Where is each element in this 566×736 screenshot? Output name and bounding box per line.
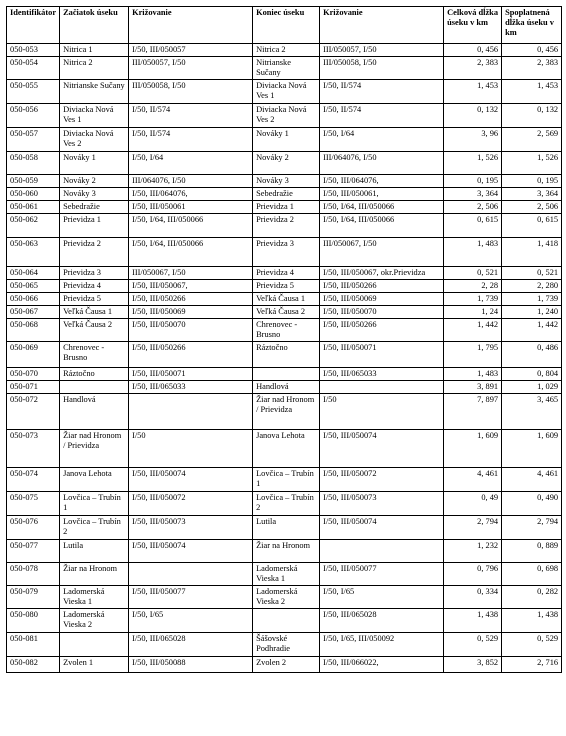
cell-identifier: 050-059: [7, 175, 60, 188]
table-row: [7, 430, 562, 468]
cell-section-start: Nitrica 2: [60, 57, 129, 80]
cell-section-start: Prievidza 4: [60, 280, 129, 293]
cell-identifier: 050-080: [7, 609, 60, 633]
cell-end-crossing: I/50, I/64: [320, 128, 444, 152]
header-start-crossing: Križovanie: [129, 7, 253, 44]
cell-identifier: 050-057: [7, 128, 60, 152]
table-row: [7, 563, 562, 586]
table-row: [7, 468, 562, 492]
table-row: [7, 57, 562, 80]
cell-start-crossing: I/50, III/050061: [129, 201, 253, 214]
cell-section-start: [60, 633, 129, 657]
cell-section-end: Šášovské Podhradie: [253, 633, 320, 657]
cell-identifier: 050-053: [7, 44, 60, 57]
cell-total-length: 2, 383: [444, 57, 502, 80]
cell-start-crossing: I/50, III/050088: [129, 657, 253, 673]
cell-start-crossing: I/50, III/050072: [129, 492, 253, 516]
cell-section-start: Nitrica 1: [60, 44, 129, 57]
cell-total-length: 1, 795: [444, 342, 502, 368]
cell-identifier: 050-082: [7, 657, 60, 673]
table-row: [7, 319, 562, 342]
table-row: [7, 152, 562, 175]
cell-section-end: Sebedražie: [253, 188, 320, 201]
cell-identifier: 050-065: [7, 280, 60, 293]
cell-section-end: Lovčica – Trubín 2: [253, 492, 320, 516]
cell-total-length: 0, 334: [444, 586, 502, 609]
cell-identifier: 050-081: [7, 633, 60, 657]
cell-section-start: Ráztočno: [60, 368, 129, 381]
cell-section-end: Zvolen 2: [253, 657, 320, 673]
cell-tolled-length: 0, 521: [502, 267, 562, 280]
table-row: [7, 188, 562, 201]
cell-section-end: Diviacka Nová Ves 1: [253, 80, 320, 104]
cell-end-crossing: III/064076, I/50: [320, 152, 444, 175]
cell-tolled-length: 0, 804: [502, 368, 562, 381]
cell-section-end: Diviacka Nová Ves 2: [253, 104, 320, 128]
cell-end-crossing: I/50, III/050069: [320, 293, 444, 306]
cell-tolled-length: 0, 529: [502, 633, 562, 657]
cell-start-crossing: III/050058, I/50: [129, 80, 253, 104]
cell-identifier: 050-067: [7, 306, 60, 319]
cell-identifier: 050-071: [7, 381, 60, 394]
cell-identifier: 050-078: [7, 563, 60, 586]
table-row: [7, 381, 562, 394]
cell-section-end: Ladomerská Vieska 2: [253, 586, 320, 609]
cell-section-start: Janova Lehota: [60, 468, 129, 492]
cell-identifier: 050-061: [7, 201, 60, 214]
cell-section-start: Ladomerská Vieska 2: [60, 609, 129, 633]
cell-end-crossing: [320, 540, 444, 563]
cell-identifier: 050-079: [7, 586, 60, 609]
cell-end-crossing: I/50, III/050070: [320, 306, 444, 319]
cell-total-length: 3, 364: [444, 188, 502, 201]
table-row: [7, 293, 562, 306]
cell-section-end: Nováky 1: [253, 128, 320, 152]
cell-section-end: Prievidza 4: [253, 267, 320, 280]
cell-section-start: Ladomerská Vieska 1: [60, 586, 129, 609]
cell-section-end: Veľká Čausa 1: [253, 293, 320, 306]
cell-section-start: Nováky 3: [60, 188, 129, 201]
cell-section-start: Žiar na Hronom: [60, 563, 129, 586]
cell-tolled-length: 2, 794: [502, 516, 562, 540]
cell-tolled-length: 1, 418: [502, 238, 562, 267]
cell-section-start: Lovčica – Trubín 2: [60, 516, 129, 540]
cell-end-crossing: [320, 381, 444, 394]
cell-end-crossing: I/50, III/050266: [320, 280, 444, 293]
cell-section-end: Handlová: [253, 381, 320, 394]
cell-section-start: Sebedražie: [60, 201, 129, 214]
cell-end-crossing: I/50, III/066022,: [320, 657, 444, 673]
cell-tolled-length: 0, 486: [502, 342, 562, 368]
table-row: [7, 175, 562, 188]
cell-end-crossing: I/50, I/65, III/050092: [320, 633, 444, 657]
cell-end-crossing: I/50, I/64, III/050066: [320, 201, 444, 214]
cell-start-crossing: I/50, III/050266: [129, 293, 253, 306]
cell-section-start: Prievidza 3: [60, 267, 129, 280]
cell-total-length: 0, 521: [444, 267, 502, 280]
cell-section-start: Nitrianske Sučany: [60, 80, 129, 104]
cell-identifier: 050-055: [7, 80, 60, 104]
cell-tolled-length: 3, 465: [502, 394, 562, 430]
cell-section-end: Lutila: [253, 516, 320, 540]
cell-section-end: Prievidza 3: [253, 238, 320, 267]
cell-identifier: 050-056: [7, 104, 60, 128]
cell-total-length: 7, 897: [444, 394, 502, 430]
cell-end-crossing: I/50, III/050074: [320, 430, 444, 468]
cell-total-length: 2, 506: [444, 201, 502, 214]
cell-tolled-length: 2, 280: [502, 280, 562, 293]
cell-start-crossing: I/50, III/050074: [129, 540, 253, 563]
table-row: [7, 394, 562, 430]
cell-end-crossing: I/50, II/574: [320, 104, 444, 128]
cell-identifier: 050-074: [7, 468, 60, 492]
cell-end-crossing: I/50, I/65: [320, 586, 444, 609]
cell-tolled-length: 3, 364: [502, 188, 562, 201]
table-row: [7, 280, 562, 293]
cell-end-crossing: I/50, III/050071: [320, 342, 444, 368]
table-body: [7, 44, 562, 673]
table-row: [7, 80, 562, 104]
cell-total-length: 3, 96: [444, 128, 502, 152]
cell-identifier: 050-068: [7, 319, 60, 342]
cell-start-crossing: I/50, III/050071: [129, 368, 253, 381]
cell-section-start: Diviacka Nová Ves 1: [60, 104, 129, 128]
cell-tolled-length: 1, 453: [502, 80, 562, 104]
cell-start-crossing: I/50, III/050057: [129, 44, 253, 57]
cell-start-crossing: I/50, II/574: [129, 128, 253, 152]
cell-section-start: Prievidza 1: [60, 214, 129, 238]
header-tolled-length: Spoplatnená dĺžka úseku v km: [502, 7, 562, 44]
cell-end-crossing: I/50, III/065028: [320, 609, 444, 633]
cell-tolled-length: 0, 490: [502, 492, 562, 516]
cell-start-crossing: I/50, III/050070: [129, 319, 253, 342]
cell-start-crossing: I/50, III/050073: [129, 516, 253, 540]
cell-section-start: Prievidza 2: [60, 238, 129, 267]
cell-tolled-length: 1, 442: [502, 319, 562, 342]
cell-tolled-length: 0, 456: [502, 44, 562, 57]
cell-total-length: 1, 442: [444, 319, 502, 342]
cell-tolled-length: 1, 609: [502, 430, 562, 468]
cell-total-length: 0, 615: [444, 214, 502, 238]
cell-total-length: 0, 132: [444, 104, 502, 128]
cell-section-end: Prievidza 5: [253, 280, 320, 293]
cell-section-end: Lovčica – Trubín 1: [253, 468, 320, 492]
cell-section-start: Chrenovec - Brusno: [60, 342, 129, 368]
cell-tolled-length: 1, 240: [502, 306, 562, 319]
table-row: [7, 306, 562, 319]
cell-tolled-length: 0, 889: [502, 540, 562, 563]
cell-identifier: 050-064: [7, 267, 60, 280]
cell-total-length: 1, 609: [444, 430, 502, 468]
cell-section-end: Ladomerská Vieska 1: [253, 563, 320, 586]
cell-end-crossing: I/50, III/050072: [320, 468, 444, 492]
cell-identifier: 050-070: [7, 368, 60, 381]
cell-end-crossing: I/50, III/050061,: [320, 188, 444, 201]
cell-identifier: 050-077: [7, 540, 60, 563]
table-row: [7, 104, 562, 128]
cell-start-crossing: I/50, I/64, III/050066: [129, 238, 253, 267]
cell-tolled-length: 2, 506: [502, 201, 562, 214]
cell-section-end: Chrenovec - Brusno: [253, 319, 320, 342]
cell-start-crossing: III/050057, I/50: [129, 57, 253, 80]
cell-tolled-length: 2, 383: [502, 57, 562, 80]
cell-total-length: 0, 49: [444, 492, 502, 516]
cell-end-crossing: III/050067, I/50: [320, 238, 444, 267]
table-row: [7, 492, 562, 516]
cell-section-end: Nitrianske Sučany: [253, 57, 320, 80]
cell-tolled-length: 0, 282: [502, 586, 562, 609]
cell-identifier: 050-072: [7, 394, 60, 430]
cell-end-crossing: I/50, III/050073: [320, 492, 444, 516]
cell-tolled-length: 1, 739: [502, 293, 562, 306]
cell-start-crossing: III/064076, I/50: [129, 175, 253, 188]
cell-section-start: Prievidza 5: [60, 293, 129, 306]
table-row: [7, 368, 562, 381]
cell-end-crossing: I/50, II/574: [320, 80, 444, 104]
cell-total-length: 1, 483: [444, 238, 502, 267]
cell-section-start: Handlová: [60, 394, 129, 430]
cell-identifier: 050-058: [7, 152, 60, 175]
cell-section-end: [253, 609, 320, 633]
cell-section-end: Prievidza 1: [253, 201, 320, 214]
cell-section-end: Nováky 2: [253, 152, 320, 175]
cell-start-crossing: I/50, II/574: [129, 104, 253, 128]
cell-section-end: Veľká Čausa 2: [253, 306, 320, 319]
header-identifier: Identifikátor: [7, 7, 60, 44]
cell-section-end: Ráztočno: [253, 342, 320, 368]
cell-tolled-length: 1, 526: [502, 152, 562, 175]
cell-total-length: 2, 28: [444, 280, 502, 293]
cell-total-length: 1, 24: [444, 306, 502, 319]
cell-total-length: 1, 232: [444, 540, 502, 563]
cell-section-end: Žiar nad Hronom / Prievidza: [253, 394, 320, 430]
cell-identifier: 050-054: [7, 57, 60, 80]
table-row: [7, 633, 562, 657]
cell-end-crossing: I/50, III/050074: [320, 516, 444, 540]
header-end-crossing: Križovanie: [320, 7, 444, 44]
cell-total-length: 3, 852: [444, 657, 502, 673]
cell-identifier: 050-063: [7, 238, 60, 267]
cell-section-start: Veľká Čausa 1: [60, 306, 129, 319]
cell-tolled-length: 1, 029: [502, 381, 562, 394]
cell-section-start: Lutila: [60, 540, 129, 563]
cell-start-crossing: I/50, III/050067,: [129, 280, 253, 293]
cell-total-length: 3, 891: [444, 381, 502, 394]
cell-end-crossing: I/50: [320, 394, 444, 430]
table-row: [7, 214, 562, 238]
cell-section-end: Nitrica 2: [253, 44, 320, 57]
cell-end-crossing: III/050058, I/50: [320, 57, 444, 80]
table-row: [7, 44, 562, 57]
cell-start-crossing: I/50, I/65: [129, 609, 253, 633]
cell-end-crossing: I/50, III/050266: [320, 319, 444, 342]
cell-start-crossing: I/50, III/050069: [129, 306, 253, 319]
cell-total-length: 0, 529: [444, 633, 502, 657]
cell-total-length: 1, 438: [444, 609, 502, 633]
cell-section-start: Diviacka Nová Ves 2: [60, 128, 129, 152]
table-row: [7, 128, 562, 152]
cell-start-crossing: I/50, III/065033: [129, 381, 253, 394]
cell-identifier: 050-062: [7, 214, 60, 238]
cell-section-end: Janova Lehota: [253, 430, 320, 468]
table-row: [7, 238, 562, 267]
cell-tolled-length: 2, 716: [502, 657, 562, 673]
cell-identifier: 050-075: [7, 492, 60, 516]
table-row: [7, 540, 562, 563]
cell-start-crossing: I/50: [129, 430, 253, 468]
cell-section-end: Nováky 3: [253, 175, 320, 188]
cell-tolled-length: 2, 569: [502, 128, 562, 152]
cell-end-crossing: I/50, III/050067, okr.Prievidza: [320, 267, 444, 280]
cell-identifier: 050-060: [7, 188, 60, 201]
cell-start-crossing: I/50, III/064076,: [129, 188, 253, 201]
table-row: [7, 516, 562, 540]
cell-section-start: Veľká Čausa 2: [60, 319, 129, 342]
cell-start-crossing: I/50, III/050074: [129, 468, 253, 492]
cell-identifier: 050-076: [7, 516, 60, 540]
cell-section-start: Žiar nad Hronom / Prievidza: [60, 430, 129, 468]
table-row: [7, 342, 562, 368]
cell-total-length: 1, 739: [444, 293, 502, 306]
cell-start-crossing: I/50, I/64, III/050066: [129, 214, 253, 238]
cell-identifier: 050-066: [7, 293, 60, 306]
cell-section-start: [60, 381, 129, 394]
cell-start-crossing: I/50, III/065028: [129, 633, 253, 657]
cell-total-length: 2, 794: [444, 516, 502, 540]
cell-identifier: 050-073: [7, 430, 60, 468]
cell-section-end: [253, 368, 320, 381]
cell-section-end: Žiar na Hronom: [253, 540, 320, 563]
table-row: [7, 609, 562, 633]
cell-start-crossing: III/050067, I/50: [129, 267, 253, 280]
cell-end-crossing: I/50, I/64, III/050066: [320, 214, 444, 238]
table-row: [7, 586, 562, 609]
cell-identifier: 050-069: [7, 342, 60, 368]
cell-total-length: 1, 453: [444, 80, 502, 104]
cell-total-length: 1, 526: [444, 152, 502, 175]
road-sections-table: [6, 6, 562, 673]
cell-end-crossing: I/50, III/050077: [320, 563, 444, 586]
cell-start-crossing: I/50, I/64: [129, 152, 253, 175]
header-section-end: Koniec úseku: [253, 7, 320, 44]
cell-tolled-length: 1, 438: [502, 609, 562, 633]
cell-tolled-length: 0, 132: [502, 104, 562, 128]
cell-start-crossing: [129, 394, 253, 430]
table-row: [7, 657, 562, 673]
cell-section-start: Nováky 2: [60, 175, 129, 188]
cell-start-crossing: [129, 563, 253, 586]
cell-total-length: 0, 456: [444, 44, 502, 57]
cell-end-crossing: I/50, III/064076,: [320, 175, 444, 188]
cell-section-start: Lovčica – Trubín 1: [60, 492, 129, 516]
cell-start-crossing: I/50, III/050266: [129, 342, 253, 368]
cell-total-length: 1, 483: [444, 368, 502, 381]
header-total-length: Celková dĺžka úseku v km: [444, 7, 502, 44]
cell-start-crossing: I/50, III/050077: [129, 586, 253, 609]
cell-total-length: 0, 796: [444, 563, 502, 586]
cell-section-start: Nováky 1: [60, 152, 129, 175]
table-header-row: [7, 7, 562, 44]
cell-end-crossing: III/050057, I/50: [320, 44, 444, 57]
header-section-start: Začiatok úseku: [60, 7, 129, 44]
cell-tolled-length: 4, 461: [502, 468, 562, 492]
cell-tolled-length: 0, 698: [502, 563, 562, 586]
cell-total-length: 4, 461: [444, 468, 502, 492]
cell-section-end: Prievidza 2: [253, 214, 320, 238]
table-row: [7, 201, 562, 214]
cell-total-length: 0, 195: [444, 175, 502, 188]
table-row: [7, 267, 562, 280]
cell-tolled-length: 0, 615: [502, 214, 562, 238]
cell-tolled-length: 0, 195: [502, 175, 562, 188]
cell-end-crossing: I/50, III/065033: [320, 368, 444, 381]
cell-section-start: Zvolen 1: [60, 657, 129, 673]
